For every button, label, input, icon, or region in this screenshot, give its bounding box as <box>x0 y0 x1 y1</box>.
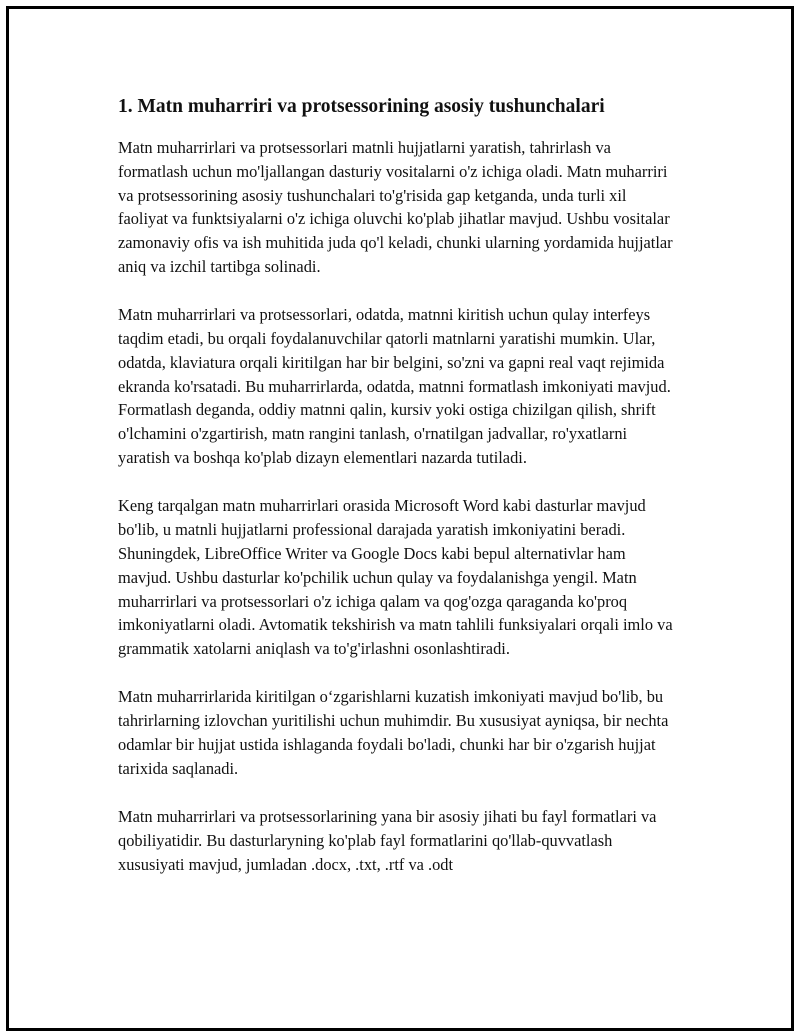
document-body <box>118 94 678 901</box>
paragraph-track-changes: Matn muharrirlarida kiritilgan o‘zgarishlarni kuzatish imkoniyati mavjud bo'lib, bu tahrirlarning izlovchan yuritilishi uchun muhimdir. Bu xususiyat ayniqsa, bir nechta odamlar bir hujjat ustida ishlaganda foydali bo'ladi, chunki har bir o'zgarish hujjat tarixida saqlanadi. <box>118 687 669 778</box>
section-heading: 1. Matn muharriri va protsessorining asosiy tushunchalari <box>118 96 605 117</box>
paragraph-popular-editors: Keng tarqalgan matn muharrirlari orasida Microsoft Word kabi dasturlar mavjud bo'lib, u matnli hujjatlarni professional darajada yaratish imkoniyatini beradi. Shuningdek, LibreOffice Writer va Google Docs kabi bepul alternativlar ham mavjud. Ushbu dasturlar ko'pchilik uchun qulay va foydalanishga yengil. Matn muharrirlari va protsessorlari o'z ichiga qalam va qog'ozga qaraganda ko'proq imkoniyatlarni oladi. Avtomatik tekshirish va matn tahlili funksiyalari orqali imlo va grammatik xatolarni aniqlash va to'g'irlashni osonlashtiradi. <box>118 496 673 659</box>
paragraph-file-formats: Matn muharrirlari va protsessorlarining yana bir asosiy jihati bu fayl formatlari va qobiliyatidir. Bu dasturlaryning ko'plab fayl formatlarini qo'llab-quvvatlash xususiyati mavjud, jumladan .docx, .txt, .rtf va .odt <box>118 807 657 874</box>
paragraph-intro: Matn muharrirlari va protsessorlari matnli hujjatlarni yaratish, tahrirlash va formatlash uchun mo'ljallangan dasturiy vositalarni o'z ichiga oladi. Matn muharriri va protsessorining asosiy tushunchalari to'g'risida gap ketganda, unda turli xil faoliyat va funktsiyalarni o'z ichiga oluvchi ko'plab jihatlar mavjud. Ushbu vositalar zamonaviy ofis va ish muhitida juda qo'l keladi, chunki ularning yordamida hujjatlar aniq va izchil tartibga solinadi. <box>118 138 673 276</box>
paragraph-interface: Matn muharrirlari va protsessorlari, odatda, matnni kiritish uchun qulay interfeys taqdim etadi, bu orqali foydalanuvchilar qatorli matnlarni yaratishi mumkin. Ular, odatda, klaviatura orqali kiritilgan har bir belgini, so'zni va gapni real vaqt rejimida ekranda ko'rsatadi. Bu muharrirlarda, odatda, matnni formatlash imkoniyati mavjud. Formatlash deganda, oddiy matnni qalin, kursiv yoki ostiga chizilgan qilish, shrift o'lchamini o'zgartirish, matn rangini tanlash, o'rnatilgan jadvallar, ro'yxatlarni yaratish va boshqa ko'plab dizayn elementlari nazarda tutiladi. <box>118 305 671 468</box>
